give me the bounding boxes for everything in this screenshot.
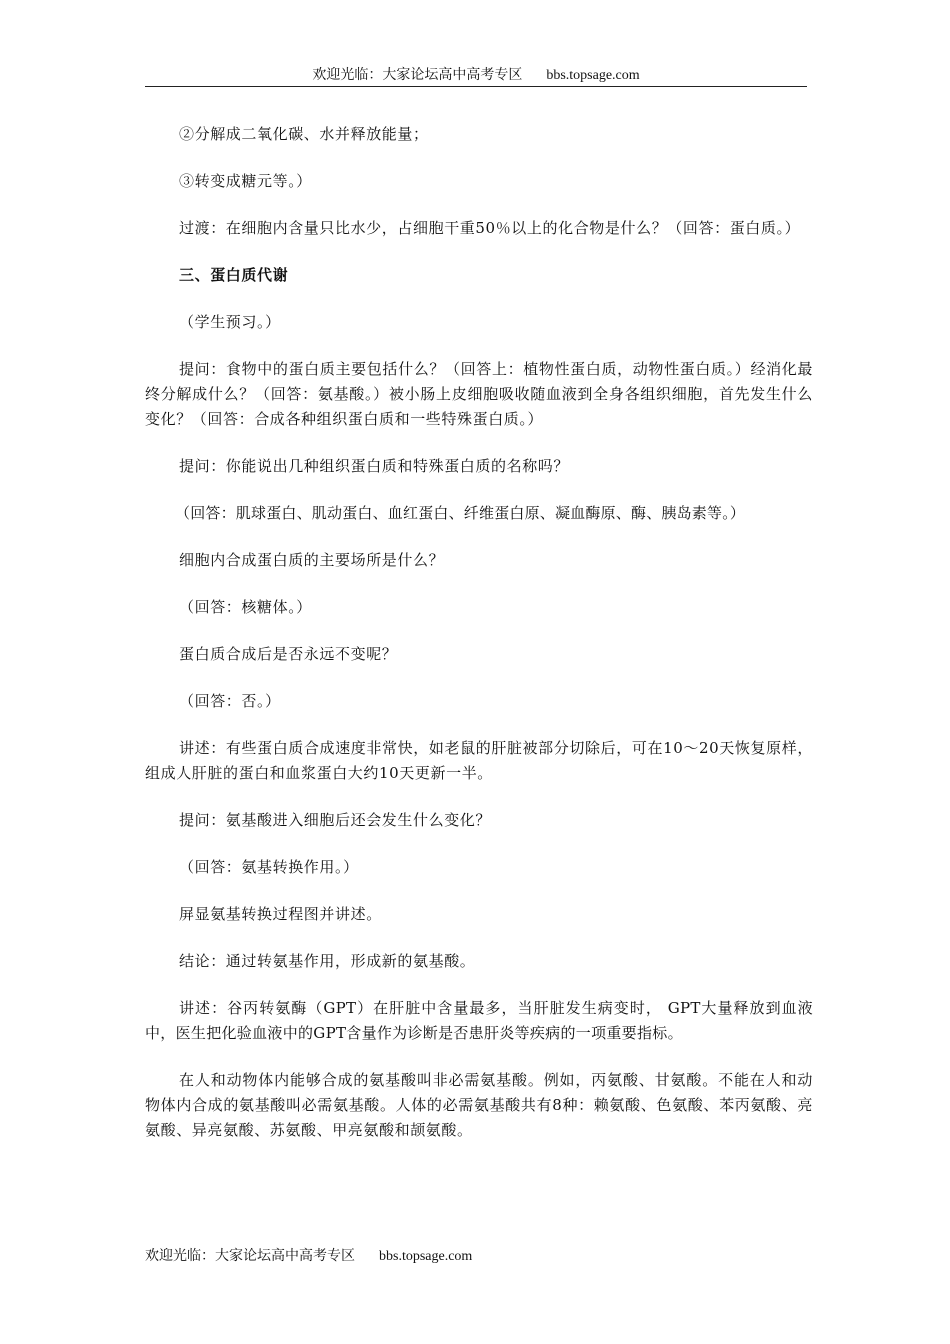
paragraph: 讲述：有些蛋白质合成速度非常快，如老鼠的肝脏被部分切除后，可在10～20天恢复原样，组成人肝脏的蛋白和血浆蛋白大约10天更新一半。	[145, 739, 813, 782]
paragraph: 提问：食物中的蛋白质主要包括什么？（回答上：植物性蛋白质，动物性蛋白质。）经消化最终分解成什么？（回答：氨基酸。）被小肠上皮细胞吸收随血液到全身各组织细胞，首先发生什么变化？（回答：合成各种组织蛋白质和一些特殊蛋白质。）	[145, 360, 813, 428]
paragraph: 屏显氨基转换过程图并讲述。	[179, 905, 382, 923]
paragraph: 过渡：在细胞内含量只比水少，占细胞干重50％以上的化合物是什么？（回答：蛋白质。）	[179, 219, 801, 237]
paragraph: 讲述：谷丙转氨酶（GPT）在肝脏中含量最多，当肝脏发生病变时， GPT大量释放到血液中，医生把化验血液中的GPT含量作为诊断是否患肝炎等疾病的一项重要指标。	[145, 999, 813, 1042]
paragraph: ②分解成二氧化碳、水并释放能量；	[179, 125, 429, 143]
paragraph: 结论：通过转氨基作用，形成新的氨基酸。	[179, 952, 476, 970]
paragraph: ③转变成糖元等。）	[179, 172, 312, 190]
document-body	[145, 122, 813, 1165]
page-header	[145, 66, 807, 85]
header-site-link[interactable]: bbs.topsage.com	[546, 68, 640, 83]
paragraph: 提问：你能说出几种组织蛋白质和特殊蛋白质的名称吗？	[179, 457, 570, 475]
paragraph: （回答：氨基转换作用。）	[179, 858, 359, 876]
page-footer	[145, 1247, 472, 1266]
footer-welcome-text: 欢迎光临：大家论坛高中高考专区	[145, 1248, 355, 1264]
footer-site-link[interactable]: bbs.topsage.com	[379, 1249, 473, 1264]
paragraph: （回答：否。）	[179, 692, 281, 710]
paragraph: （回答：核糖体。）	[179, 598, 312, 616]
paragraph: 提问：氨基酸进入细胞后还会发生什么变化？	[179, 811, 492, 829]
paragraph: 蛋白质合成后是否永远不变呢？	[179, 645, 398, 663]
paragraph: （回答：肌球蛋白、肌动蛋白、血红蛋白、纤维蛋白原、凝血酶原、酶、胰岛素等。）	[175, 504, 746, 522]
paragraph: 细胞内合成蛋白质的主要场所是什么？	[179, 551, 445, 569]
paragraph: （学生预习。）	[179, 313, 281, 331]
header-divider	[145, 86, 807, 87]
header-welcome-text: 欢迎光临：大家论坛高中高考专区	[312, 67, 523, 83]
section-heading: 三、蛋白质代谢	[179, 266, 289, 284]
paragraph: 在人和动物体内能够合成的氨基酸叫非必需氨基酸。例如，丙氨酸、甘氨酸。不能在人和动物体内合成的氨基酸叫必需氨基酸。人体的必需氨基酸共有8种：赖氨酸、色氨酸、苯丙氨酸、亮氨酸、异亮氨酸、苏氨酸、甲亮氨酸和颉氨酸。	[145, 1071, 813, 1139]
